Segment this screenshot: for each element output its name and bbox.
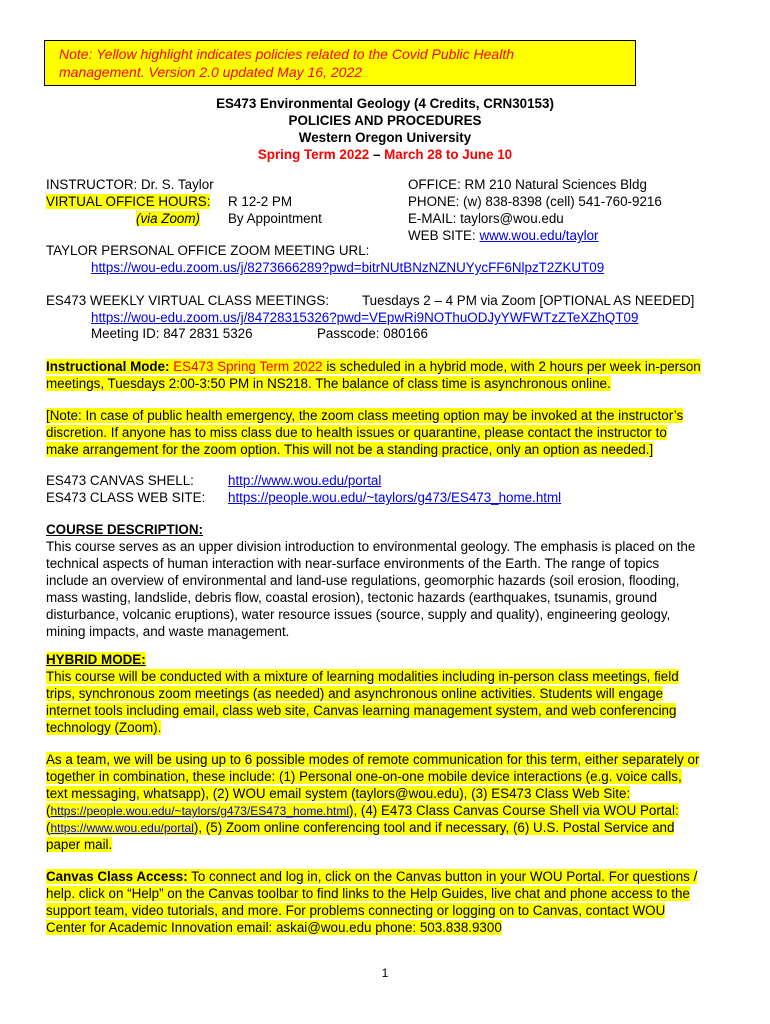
office-hours-value: R 12-2 PM <box>228 194 292 209</box>
description-line: mining impacts, and waste management. <box>46 624 290 639</box>
hybrid-text: trips, synchronous zoom meetings (as needed) and asynchronous online activities. Students will engage <box>46 686 664 701</box>
via-zoom-label: (via Zoom) <box>136 211 200 226</box>
class-website-link[interactable]: https://people.wou.edu/~taylors/g473/ES473_home.html <box>228 490 562 505</box>
hybrid-line <box>46 685 663 702</box>
university-name: Western Oregon University <box>298 130 472 145</box>
weekly-zoom-link[interactable]: https://wou-edu.zoom.us/j/84728315326?pwd=VEpwRi9NOThuODJyYWFWTzZTeXZhQT09 <box>91 310 639 325</box>
class-website-label: ES473 CLASS WEB SITE: <box>46 490 206 505</box>
emergency-note-text-3: make arrangement for the zoom option. This will not be a standing practice, only an option as needed.] <box>46 442 654 457</box>
title-block <box>0 95 770 163</box>
emergency-note-line-2 <box>46 424 667 441</box>
meeting-id: Meeting ID: 847 2831 5326 <box>91 326 253 341</box>
weekly-meetings-label: ES473 WEEKLY VIRTUAL CLASS MEETINGS: <box>46 293 330 308</box>
description-line: mass wasting, landslide, debris flow, coastal erosion), tectonic hazards (earthquakes, tsunamis, ground <box>46 590 658 605</box>
remote-text: As a team, we will be using up to 6 possible modes of remote communication for this term, either separately or <box>46 752 700 767</box>
canvas-access-label: Canvas Class Access: <box>46 869 188 884</box>
phone-numbers: PHONE: (w) 838-8398 (cell) 541-760-9216 <box>408 194 662 209</box>
description-line: disturbance, volcanic eruptions), water resource issues (source, supply and quality), engineering geology, <box>46 607 671 622</box>
canvas-access-text: support team, video tutorials, and more. For problems connecting or logging on to Canvas, contact WOU <box>46 903 666 918</box>
instructor-name: INSTRUCTOR: Dr. S. Taylor <box>46 177 214 192</box>
policies-subtitle: POLICIES AND PROCEDURES <box>288 113 482 128</box>
emergency-note-line-3 <box>46 441 653 458</box>
description-line: include an overview of environmental and land-use regulations, geomorphic hazards (soil erosion, flooding, <box>46 573 680 588</box>
canvas-shell-link[interactable]: http://www.wou.edu/portal <box>228 473 382 488</box>
website-label: WEB SITE: <box>408 228 480 243</box>
instructional-mode-line-2 <box>46 375 611 392</box>
via-zoom-line <box>136 210 200 227</box>
canvas-access-line <box>46 902 665 919</box>
remote-text: paper mail. <box>46 837 113 852</box>
term-name: Spring Term 2022 <box>257 147 370 162</box>
class-website-inline-link[interactable]: https://people.wou.edu/~taylors/g473/ES473_home.html <box>50 804 349 818</box>
emergency-note-line-1 <box>46 407 683 424</box>
office-hours-line <box>46 193 210 210</box>
description-line: This course serves as an upper division introduction to environmental geology. The emphasis is placed on the <box>46 539 696 554</box>
zoom-office-link[interactable]: https://wou-edu.zoom.us/j/8273666289?pwd=bitrNUtBNzNZNUYycFF6NlpzT2ZKUT09 <box>91 260 605 275</box>
office-hours-label: VIRTUAL OFFICE HOURS: <box>46 194 211 209</box>
paren-open: ( <box>46 820 51 835</box>
note-line-2: management. Version 2.0 updated May 16, 2022 <box>59 64 363 80</box>
passcode: Passcode: 080166 <box>317 326 428 341</box>
remote-text: ), (4) E473 Class Canvas Course Shell via WOU Portal: <box>349 803 679 818</box>
zoom-office-label: TAYLOR PERSONAL OFFICE ZOOM MEETING URL: <box>46 243 370 258</box>
remote-line <box>46 768 682 785</box>
term-line <box>0 146 770 163</box>
hybrid-line <box>46 668 679 685</box>
canvas-shell-label: ES473 CANVAS SHELL: <box>46 473 194 488</box>
canvas-access-text: help. click on “Help” on the Canvas toolbar to find links to the Help Guides, live chat and phone access to the <box>46 886 690 901</box>
canvas-access-text: Center for Academic Innovation email: askai@wou.edu phone: 503.838.9300 <box>46 920 502 935</box>
via-zoom-value: By Appointment <box>228 211 322 226</box>
remote-text: together in combination, these include: (1) Personal one-on-one mobile device interactions (e.g. voice calls, <box>46 769 682 784</box>
canvas-access-line-1 <box>46 868 697 885</box>
hybrid-line <box>46 719 161 736</box>
description-line: technical aspects of human interaction with near-surface environments of the Earth. The range of topics <box>46 556 660 571</box>
note-line-1: Note: Yellow highlight indicates policies related to the Covid Public Health <box>59 46 515 62</box>
hybrid-text: technology (Zoom). <box>46 720 162 735</box>
website-line <box>408 227 599 244</box>
weekly-meetings-time: Tuesdays 2 – 4 PM via Zoom [OPTIONAL AS NEEDED] <box>362 293 695 308</box>
term-dash: – <box>369 147 385 162</box>
course-description-heading: COURSE DESCRIPTION: <box>46 522 203 537</box>
instructional-mode-line-1 <box>46 358 701 375</box>
office-location: OFFICE: RM 210 Natural Sciences Bldg <box>408 177 647 192</box>
hybrid-text: internet tools including email, class web site, Canvas learning management system, and web conferencing <box>46 703 677 718</box>
website-link[interactable]: www.wou.edu/taylor <box>479 228 599 243</box>
remote-line <box>46 785 630 802</box>
remote-line <box>46 836 112 853</box>
term-dates: March 28 to June 10 <box>384 147 513 162</box>
paren-open: ( <box>46 803 51 818</box>
canvas-access-line <box>46 919 502 936</box>
hybrid-mode-heading: HYBRID MODE: <box>46 652 146 667</box>
emergency-note-text-2: discretion. If anyone has to miss class due to health issues or quarantine, please contact the instructor to <box>46 425 667 440</box>
remote-line-4 <box>46 802 679 820</box>
emergency-note-text-1: [Note: In case of public health emergency, the zoom class meeting option may be invoked at the instructor’s <box>46 408 684 423</box>
email-address: E-MAIL: taylors@wou.edu <box>408 211 564 226</box>
portal-inline-link[interactable]: https://www.wou.edu/portal <box>50 821 194 835</box>
hybrid-line <box>46 702 676 719</box>
remote-line <box>46 751 699 768</box>
instructional-mode-label: Instructional Mode: <box>46 359 170 374</box>
course-title: ES473 Environmental Geology (4 Credits, CRN30153) <box>216 96 554 111</box>
instructional-mode-text-1: is scheduled in a hybrid mode, with 2 hours per week in-person <box>322 359 701 374</box>
instructional-mode-term: ES473 Spring Term 2022 <box>173 359 323 374</box>
hybrid-text: This course will be conducted with a mixture of learning modalities including in-person class meetings, field <box>46 669 679 684</box>
covid-note-box <box>44 40 636 86</box>
canvas-access-line <box>46 885 690 902</box>
remote-text: text messaging, whatsapp), (2) WOU email system (taylors@wou.edu), (3) ES473 Class Web Site: <box>46 786 631 801</box>
hybrid-heading-line <box>46 651 146 668</box>
instructional-mode-text-2: meetings, Tuesdays 2:00-3:50 PM in NS218. The balance of class time is asynchronous online. <box>46 376 611 391</box>
canvas-access-text: To connect and log in, click on the Canvas button in your WOU Portal. For questions / <box>187 869 698 884</box>
remote-line-5 <box>46 819 674 837</box>
page-number: 1 <box>381 966 389 980</box>
remote-text: ), (5) Zoom online conferencing tool and if necessary, (6) U.S. Postal Service and <box>193 820 675 835</box>
